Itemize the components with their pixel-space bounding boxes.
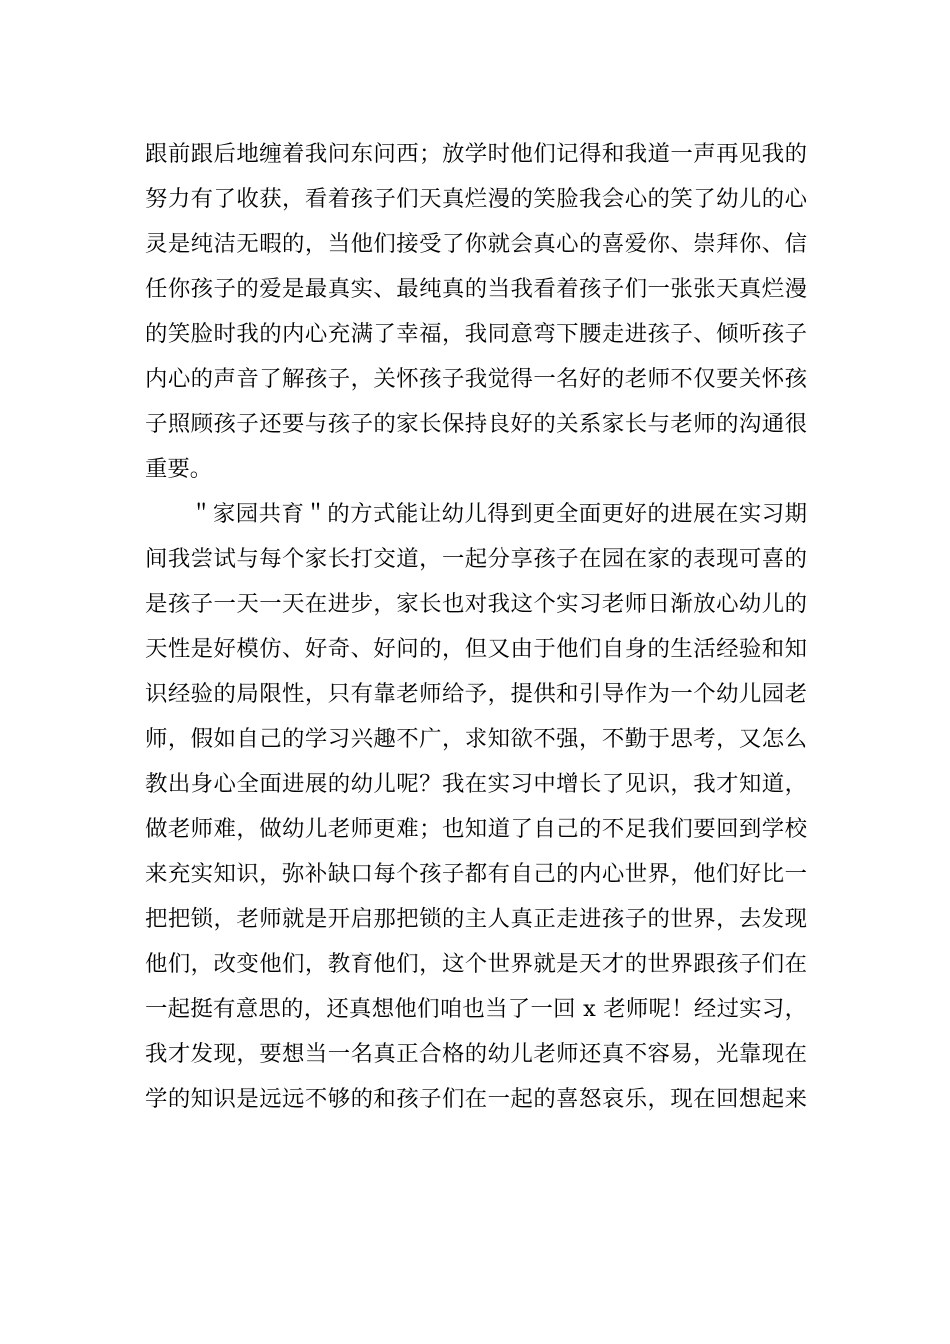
text-line: 他们，改变他们，教育他们，这个世界就是天才的世界跟孩子们在: [145, 951, 807, 977]
text-line: 天性是好模仿、好奇、好问的，但又由于他们自身的生活经验和知: [145, 636, 807, 662]
text-line: 内心的声音了解孩子，关怀孩子我觉得一名好的老师不仅要关怀孩: [145, 366, 807, 392]
text-line: 灵是纯洁无暇的，当他们接受了你就会真心的喜爱你、崇拜你、信: [145, 231, 807, 257]
text-line: 子照顾孩子还要与孩子的家长保持良好的关系家长与老师的沟通很: [145, 411, 807, 437]
text-line: 做老师难，做幼儿老师更难；也知道了自己的不足我们要回到学校: [145, 816, 807, 842]
text-line: 是孩子一天一天在进步，家长也对我这个实习老师日渐放心幼儿的: [145, 591, 807, 617]
text-line: 师，假如自己的学习兴趣不广，求知欲不强，不勤于思考，又怎么: [145, 726, 807, 752]
text-line: 教出身心全面进展的幼儿呢？我在实习中增长了见识，我才知道，: [145, 771, 807, 797]
text-line: 我才发现，要想当一名真正合格的幼儿老师还真不容易，光靠现在: [145, 1041, 807, 1067]
text-line: 把把锁，老师就是开启那把锁的主人真正走进孩子的世界，去发现: [145, 906, 807, 932]
text-line: 识经验的局限性，只有靠老师给予，提供和引导作为一个幼儿园老: [145, 681, 807, 707]
text-line: 的笑脸时我的内心充满了幸福，我同意弯下腰走进孩子、倾听孩子: [145, 321, 807, 347]
text-line: 间我尝试与每个家长打交道，一起分享孩子在园在家的表现可喜的: [145, 546, 807, 572]
text-line: 重要。: [145, 456, 213, 482]
text-line: 一起挺有意思的，还真想他们咱也当了一回 x 老师呢！经过实习，: [145, 996, 807, 1022]
text-line: 努力有了收获，看着孩子们天真烂漫的笑脸我会心的笑了幼儿的心: [145, 186, 807, 212]
text-line: 跟前跟后地缠着我问东问西；放学时他们记得和我道一声再见我的: [145, 141, 807, 167]
paragraph-first-line: ＂家园共育＂的方式能让幼儿得到更全面更好的进展在实习期: [190, 501, 807, 527]
body-text: [145, 132, 807, 1122]
text-line: 来充实知识，弥补缺口每个孩子都有自己的内心世界，他们好比一: [145, 861, 807, 887]
text-line: 任你孩子的爱是最真实、最纯真的当我看着孩子们一张张天真烂漫: [145, 276, 807, 302]
text-line: 学的知识是远远不够的和孩子们在一起的喜怒哀乐，现在回想起来: [145, 1086, 807, 1112]
